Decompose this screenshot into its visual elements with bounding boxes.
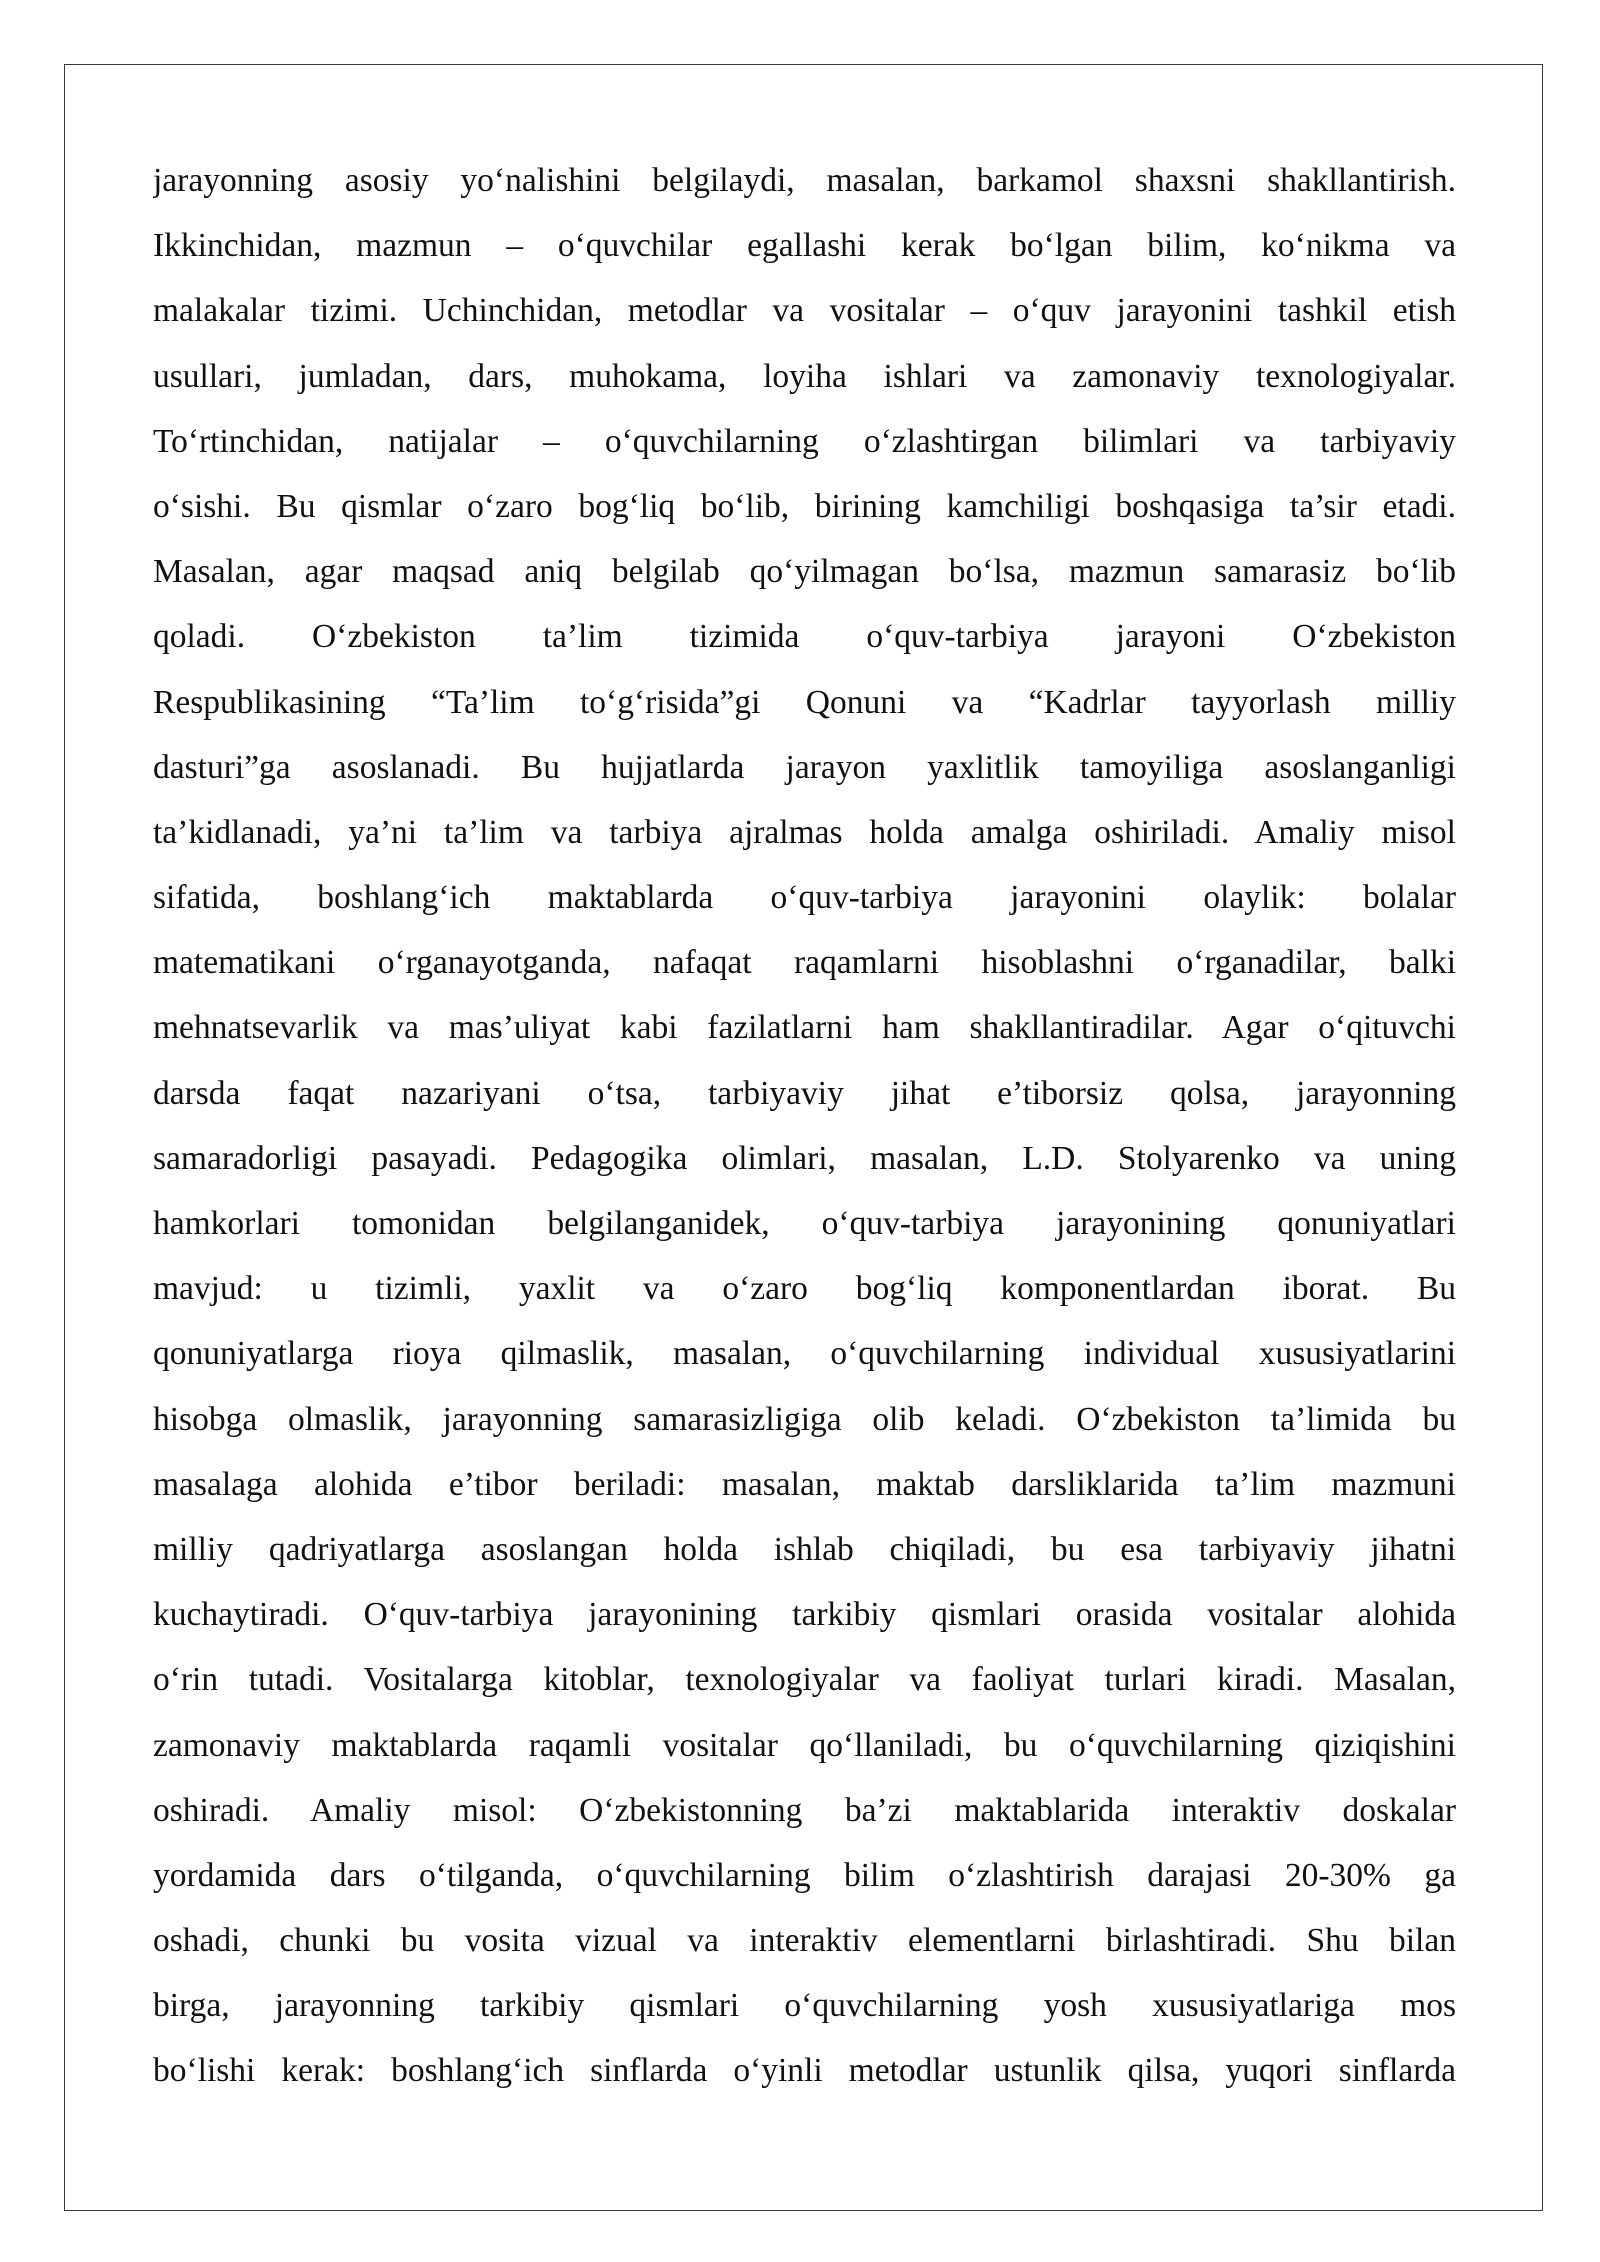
text-line-3: malakalar tizimi. Uchinchidan, metodlar va vositalar – o‘quv jarayonini tashkil etish — [153, 292, 1456, 330]
text-line-24: o‘rin tutadi. Vositalarga kitoblar, texnologiyalar va faoliyat turlari kiradi. Masalan, — [153, 1661, 1456, 1699]
text-line-4: usullari, jumladan, dars, muhokama, loyiha ishlari va zamonaviy texnologiyalar. — [153, 357, 1456, 395]
text-line-30: bo‘lishi kerak: boshlang‘ich sinflarda o‘yinli metodlar ustunlik qilsa, yuqori sinflarda — [153, 2052, 1456, 2090]
text-line-6: o‘sishi. Bu qismlar o‘zaro bog‘liq bo‘lib, birining kamchiligi boshqasiga ta’sir etadi. — [153, 487, 1456, 525]
text-line-12: sifatida, boshlang‘ich maktablarda o‘quv-tarbiya jarayonini olaylik: bolalar — [153, 879, 1456, 917]
text-line-22: milliy qadriyatlarga asoslangan holda ishlab chiqiladi, bu esa tarbiyaviy jihatni — [153, 1530, 1456, 1568]
text-line-15: darsda faqat nazariyani o‘tsa, tarbiyaviy jihat e’tiborsiz qolsa, jarayonning — [153, 1074, 1456, 1112]
text-line-27: yordamida dars o‘tilganda, o‘quvchilarning bilim o‘zlashtirish darajasi 20-30% ga — [153, 1856, 1456, 1894]
body-text — [153, 148, 1456, 2104]
text-line-7: Masalan, agar maqsad aniq belgilab qo‘yilmagan bo‘lsa, mazmun samarasiz bo‘lib — [153, 553, 1456, 591]
text-line-9: Respublikasining “Ta’lim to‘g‘risida”gi Qonuni va “Kadrlar tayyorlash milliy — [153, 683, 1456, 721]
text-line-23: kuchaytiradi. O‘quv-tarbiya jarayonining tarkibiy qismlari orasida vositalar alohida — [153, 1596, 1456, 1634]
text-line-13: matematikani o‘rganayotganda, nafaqat raqamlarni hisoblashni o‘rganadilar, balki — [153, 944, 1456, 982]
text-line-14: mehnatsevarlik va mas’uliyat kabi fazilatlarni ham shakllantiradilar. Agar o‘qituvchi — [153, 1009, 1456, 1047]
text-line-25: zamonaviy maktablarda raqamli vositalar qo‘llaniladi, bu o‘quvchilarning qiziqishini — [153, 1726, 1456, 1764]
text-line-16: samaradorligi pasayadi. Pedagogika olimlari, masalan, L.D. Stolyarenko va uning — [153, 1139, 1456, 1177]
text-line-19: qonuniyatlarga rioya qilmaslik, masalan, o‘quvchilarning individual xususiyatlarini — [153, 1335, 1456, 1373]
text-line-2: Ikkinchidan, mazmun – o‘quvchilar egallashi kerak bo‘lgan bilim, ko‘nikma va — [153, 227, 1456, 265]
text-line-17: hamkorlari tomonidan belgilanganidek, o‘quv-tarbiya jarayonining qonuniyatlari — [153, 1205, 1456, 1242]
text-line-11: ta’kidlanadi, ya’ni ta’lim va tarbiya ajralmas holda amalga oshiriladi. Amaliy misol — [153, 813, 1456, 851]
text-line-1: jarayonning asosiy yo‘nalishini belgilaydi, masalan, barkamol shaxsni shakllantirish. — [153, 162, 1456, 199]
text-line-28: oshadi, chunki bu vosita vizual va interaktiv elementlarni birlashtiradi. Shu bilan — [153, 1922, 1456, 1960]
text-line-26: oshiradi. Amaliy misol: O‘zbekistonning ba’zi maktablarida interaktiv doskalar — [153, 1791, 1456, 1829]
text-line-5: To‘rtinchidan, natijalar – o‘quvchilarning o‘zlashtirgan bilimlari va tarbiyaviy — [153, 422, 1456, 460]
text-line-20: hisobga olmaslik, jarayonning samarasizligiga olib keladi. O‘zbekiston ta’limida bu — [153, 1400, 1456, 1438]
text-line-29: birga, jarayonning tarkibiy qismlari o‘quvchilarning yosh xususiyatlariga mos — [153, 1987, 1456, 2025]
text-line-21: masalaga alohida e’tibor beriladi: masalan, maktab darsliklarida ta’lim mazmuni — [153, 1465, 1456, 1503]
text-line-10: dasturi”ga asoslanadi. Bu hujjatlarda jarayon yaxlitlik tamoyiliga asoslanganligi — [153, 748, 1456, 786]
text-line-8: qoladi. O‘zbekiston ta’lim tizimida o‘quv-tarbiya jarayoni O‘zbekiston — [153, 618, 1456, 656]
text-line-18: mavjud: u tizimli, yaxlit va o‘zaro bog‘liq komponentlardan iborat. Bu — [153, 1270, 1456, 1308]
